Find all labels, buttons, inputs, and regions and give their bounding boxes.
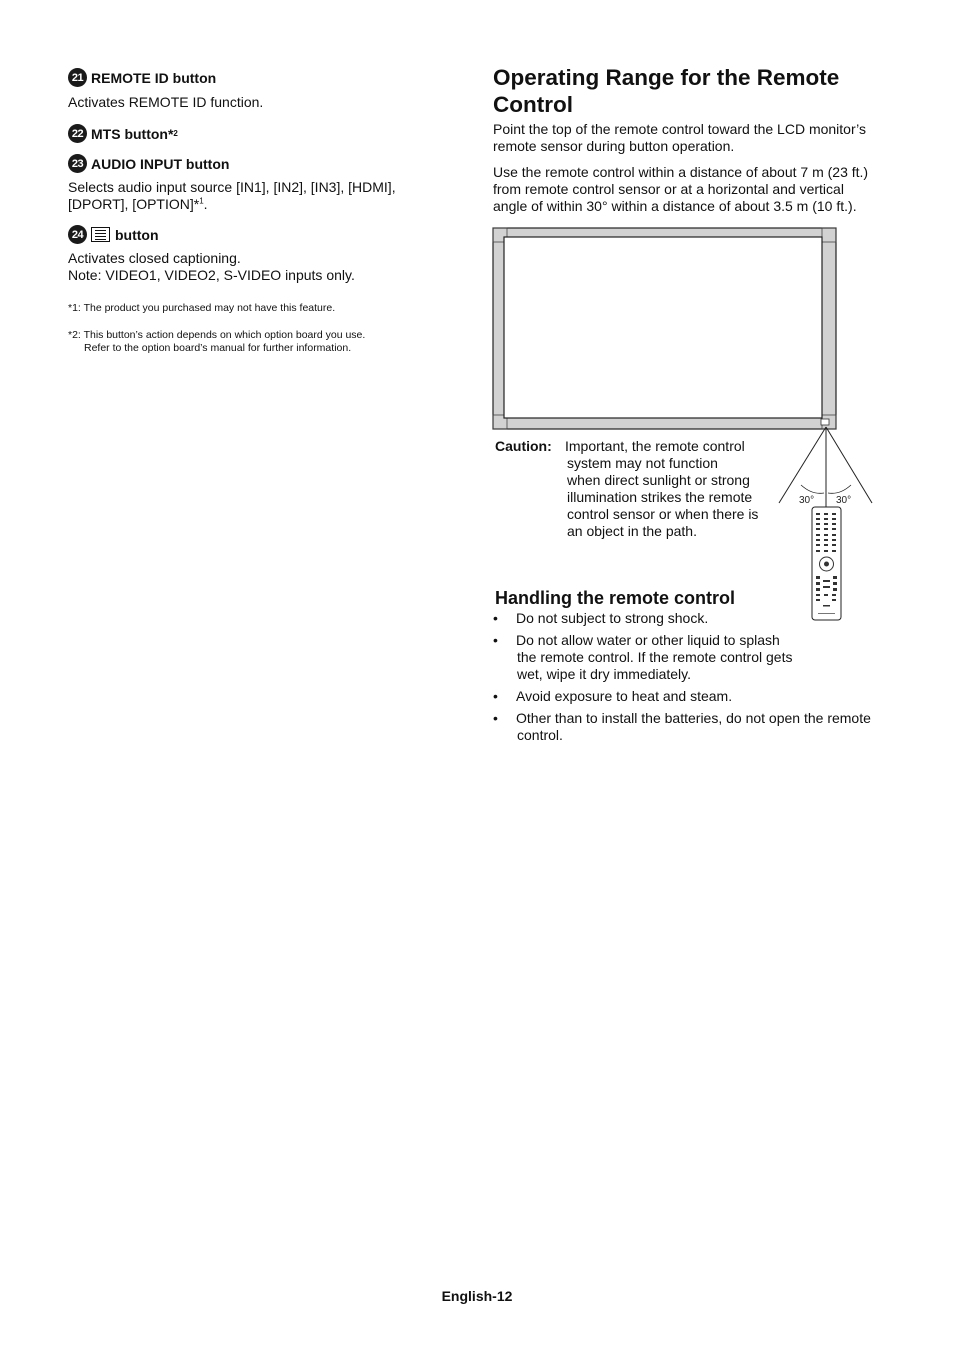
title-line: Control [493,92,573,117]
caution-block [495,438,785,540]
footnote-marker: 1 [199,196,204,206]
left-column [68,68,448,355]
desc-line: Activates closed captioning. [68,250,241,266]
remote-sensor [821,419,829,425]
item-title: MTS button* [91,125,174,142]
caution-line: Important, the remote control [565,438,745,454]
para-line: Point the top of the remote control toward the LCD monitor’s [493,121,867,137]
intro-paragraph-2 [493,164,913,215]
list-item [493,632,893,683]
item-audio-input-desc [68,179,448,213]
item-remote-id-desc: Activates REMOTE ID function. [68,94,264,110]
list-line: • Avoid exposure to heat and steam. [516,688,733,704]
list-line: • Do not subject to strong shock. [516,610,709,626]
item-title: button [115,226,159,243]
list-line: wet, wipe it dry immediately. [517,666,692,682]
number-badge-24: 24 [68,225,87,244]
angle-right-label: 30° [836,495,852,506]
para-line: from remote control sensor or at a horizontal and vertical [493,181,844,197]
para-line: Use the remote control within a distance of about 7 m (23 ft.) [493,164,869,180]
para-line: remote sensor during button operation. [493,138,735,154]
range-lines [779,427,872,507]
caution-label: Caution: [495,438,552,454]
para-line: angle of within 30° within a distance of about 3.5 m (10 ft.). [493,198,857,214]
item-audio-input-heading [68,154,448,173]
handling-title: Handling the remote control [495,588,736,608]
caution-line: an object in the path. [567,523,697,539]
number-badge-22: 22 [68,124,87,143]
desc-line: Note: VIDEO1, VIDEO2, S-VIDEO inputs only. [68,267,355,283]
caution-line: when direct sunlight or strong [567,472,750,488]
item-remote-id-heading [68,68,448,87]
page-title [493,64,913,118]
item-title: AUDIO INPUT button [91,155,230,172]
title-line: Operating Range for the Remote [493,65,840,90]
operating-range-diagram [490,225,880,625]
section-title [493,64,913,118]
desc-text: [DPORT], [OPTION]* [68,196,200,212]
desc-line: Selects audio input source [IN1], [IN2], [IN3], [HDMI], [68,179,396,195]
list-line: the remote control. If the remote control gets [517,649,793,665]
monitor-screen [504,237,822,418]
desc-text: . [203,196,208,212]
handling-section [495,588,895,609]
footnote-line: *2: This button’s action depends on which option board you use. [68,329,366,341]
item-cc-desc [68,250,448,284]
footnote-2 [68,329,448,355]
intro-paragraph-1 [493,121,913,155]
desc-line [68,196,448,213]
list-item [493,610,893,627]
item-title: REMOTE ID button [91,69,217,86]
number-badge-23: 23 [68,154,87,173]
item-cc-heading [68,225,448,244]
page-number: English-12 [441,1288,513,1304]
list-line: • Do not allow water or other liquid to splash [516,632,780,648]
footnote-line: Refer to the option board’s manual for further information. [84,342,352,354]
caution-line: system may not function [567,455,718,471]
caution-line: control sensor or when there is [567,506,759,522]
number-badge-21: 21 [68,68,87,87]
list-line: • Other than to install the batteries, do not open the remote [516,710,871,726]
list-line: control. [517,727,563,743]
footnote-1: *1: The product you purchased may not have this feature. [68,302,336,314]
handling-list [493,610,893,749]
list-item [493,688,893,705]
closed-caption-icon [91,227,110,242]
caution-line: illumination strikes the remote [567,489,753,505]
angle-left-label: 30° [799,495,815,506]
list-item [493,710,893,744]
item-mts-heading: 22 MTS button* 2 [68,124,448,143]
